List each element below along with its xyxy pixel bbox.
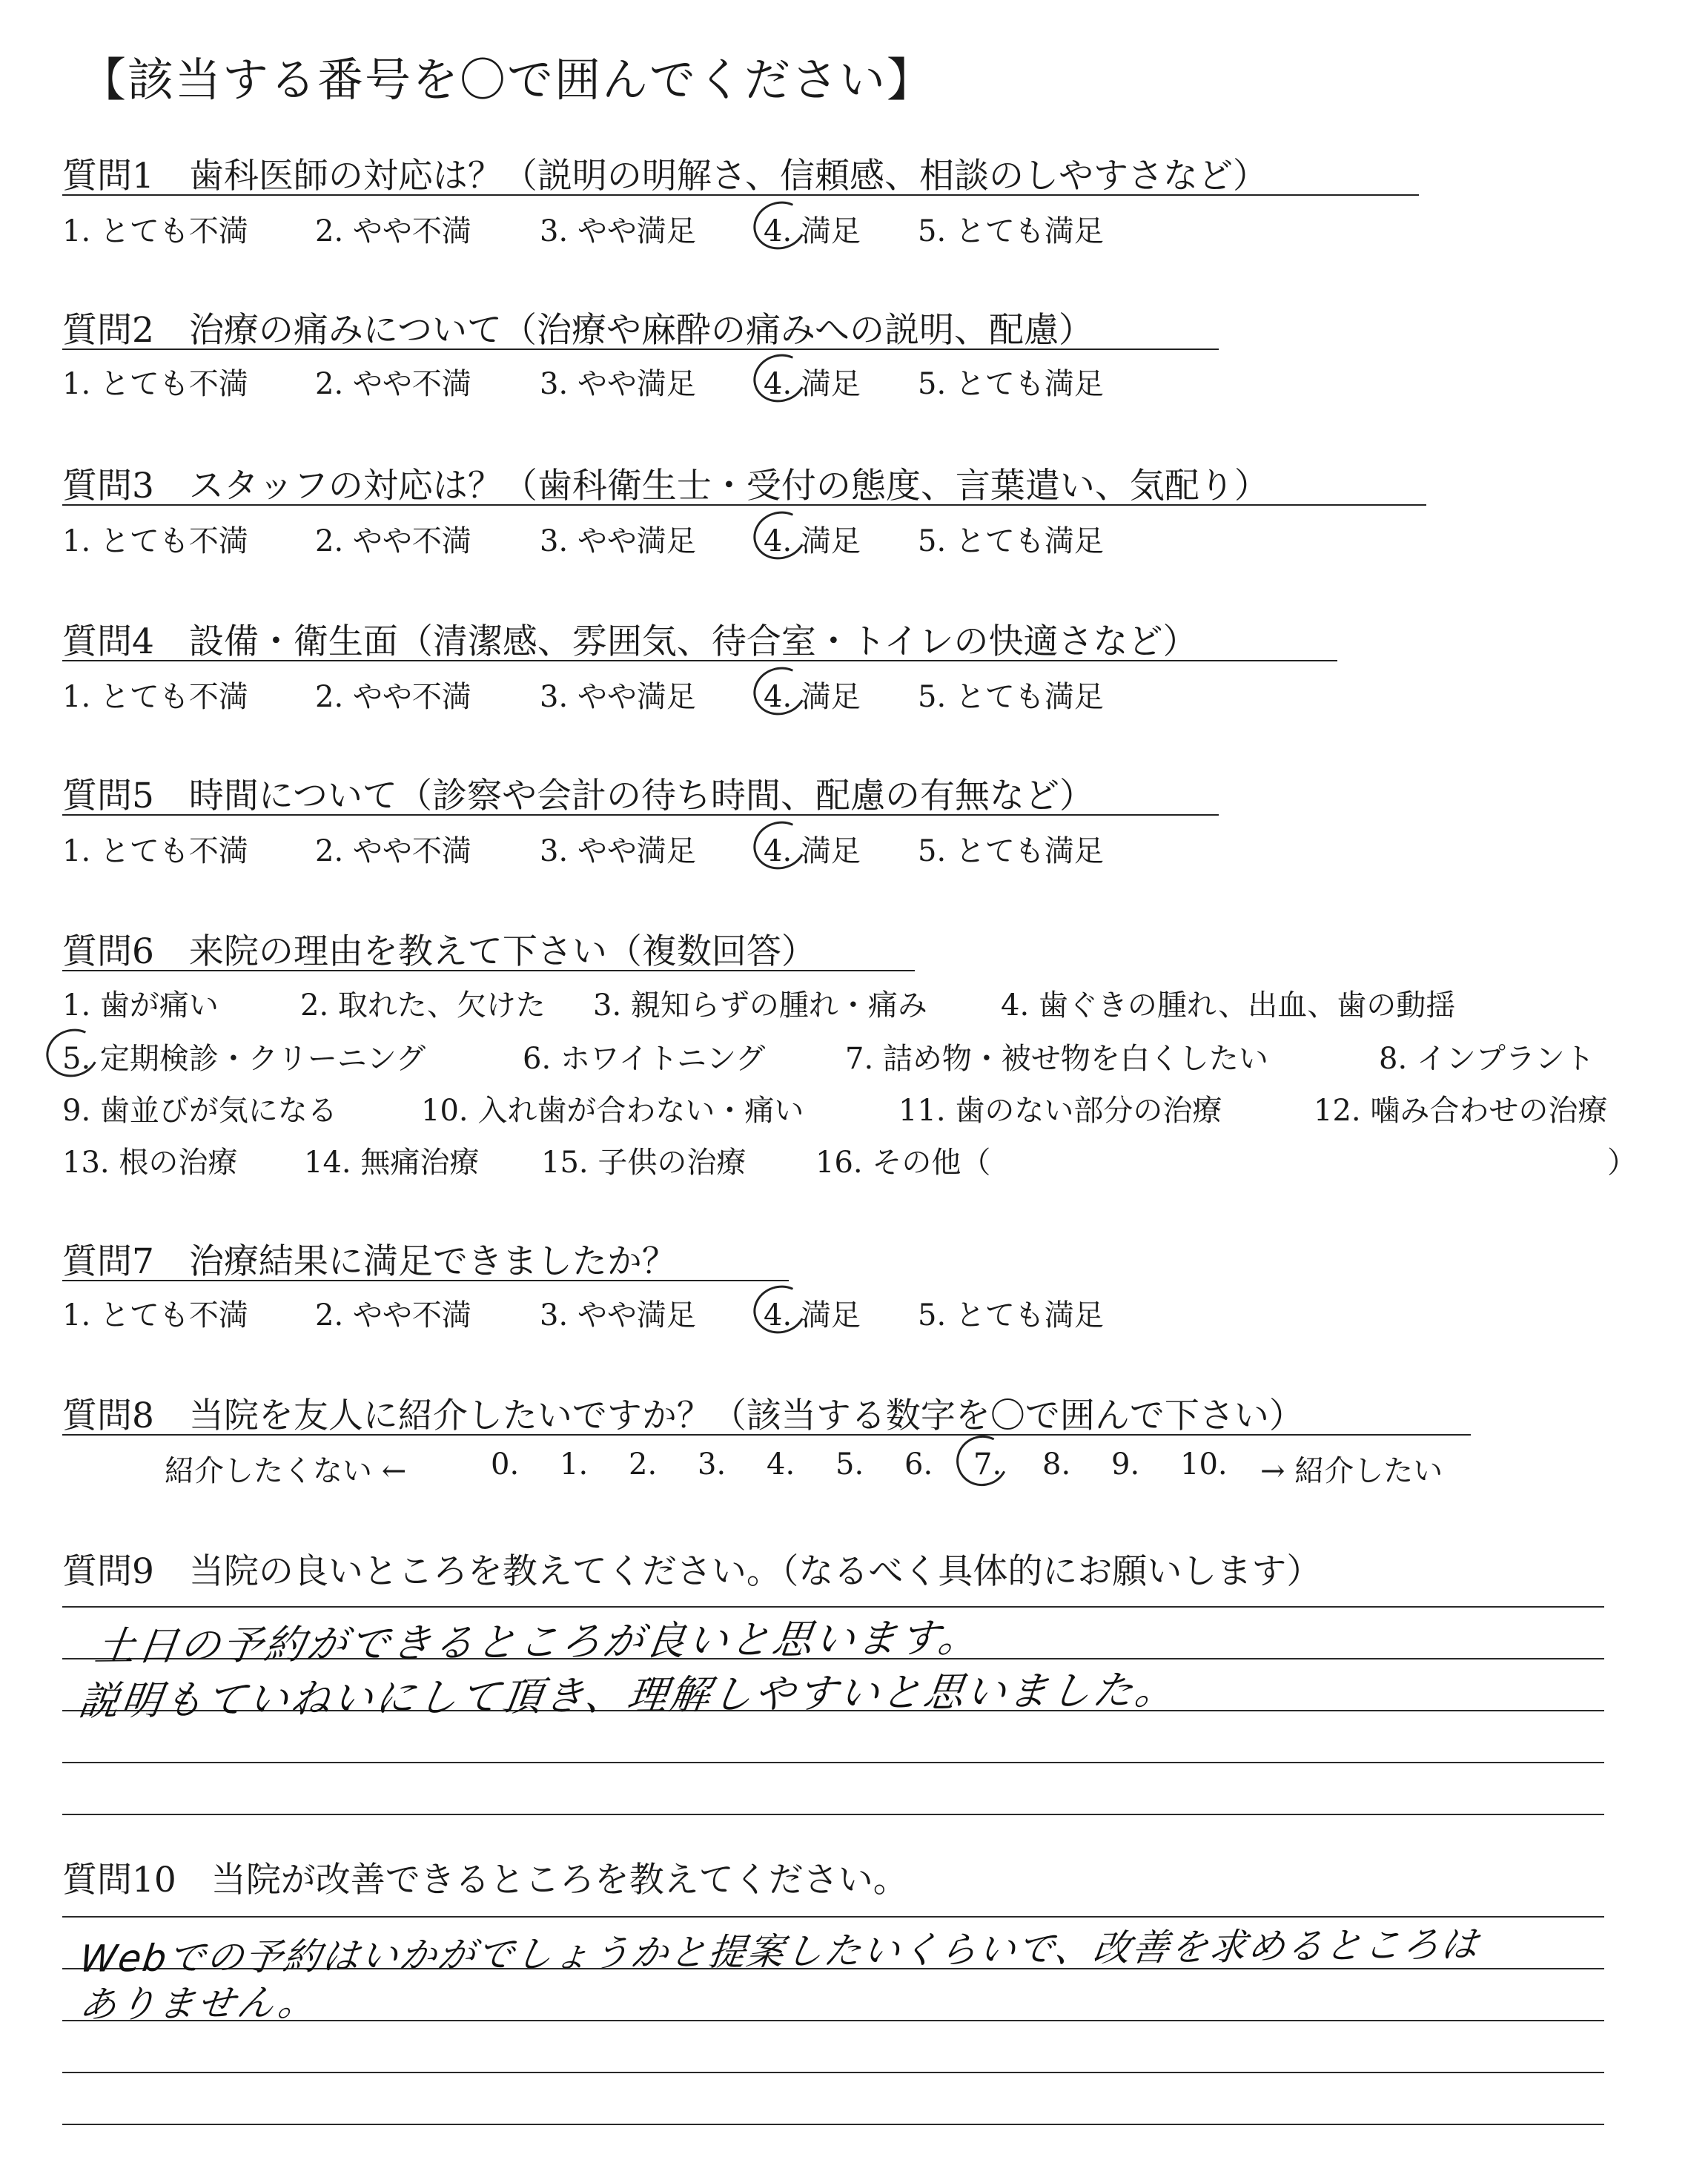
q5-option-1[interactable]: 1. とても不満 (62, 834, 248, 868)
q2-option-2[interactable]: 2. やや不満 (315, 367, 471, 401)
question-9-title: 質問9 当院の良いところを教えてください。（なるべく具体的にお願いします） (62, 1551, 1322, 1592)
q9-answer-line-5 (62, 1814, 1604, 1815)
q3-option-5[interactable]: 5. とても満足 (918, 524, 1104, 558)
q7-option-1[interactable]: 1. とても不満 (62, 1298, 248, 1332)
question-3-title: 質問3 スタッフの対応は？（歯科衛生士・受付の態度、言葉遣い、気配り） (62, 466, 1269, 506)
q1-option-1[interactable]: 1. とても不満 (62, 214, 248, 248)
question-4-title: 質問4 設備・衛生面（清潔感、雰囲気、待合室・トイレの快適さなど） (62, 621, 1198, 662)
q2-option-3[interactable]: 3. やや満足 (540, 367, 696, 401)
q10-answer-line-5 (62, 2124, 1604, 2125)
q9-handwritten-answer-1: 土日の予約ができるところが良いと思います。 (92, 1614, 984, 1671)
form-heading: 【該当する番号を〇で囲んでください】 (80, 53, 935, 107)
q6-option-10[interactable]: 10. 入れ歯が合わない・痛い (421, 1094, 804, 1128)
q2-option-4[interactable]: 4. 満足 (764, 367, 861, 401)
q8-left-label: 紹介したくない ← (165, 1454, 407, 1488)
q7-option-2[interactable]: 2. やや不満 (315, 1298, 471, 1332)
q6-option-3[interactable]: 3. 親知らずの腫れ・痛み (593, 988, 927, 1023)
q8-score-8[interactable]: 8. (1042, 1447, 1071, 1482)
q6-option-6[interactable]: 6. ホワイトニング (523, 1042, 766, 1076)
question-8-underline (62, 1434, 1471, 1436)
q5-option-4[interactable]: 4. 満足 (764, 834, 861, 868)
q8-score-3[interactable]: 3. (698, 1447, 726, 1482)
question-4-underline (62, 660, 1337, 661)
question-2-underline (62, 349, 1219, 350)
q8-selected-circle (950, 1429, 1015, 1493)
q1-option-3[interactable]: 3. やや満足 (540, 214, 696, 248)
q7-option-3[interactable]: 3. やや満足 (540, 1298, 696, 1332)
q6-option-1[interactable]: 1. 歯が痛い (62, 988, 219, 1023)
q2-option-1[interactable]: 1. とても不満 (62, 367, 248, 401)
q6-option-9[interactable]: 9. 歯並びが気になる (62, 1094, 337, 1128)
q5-option-5[interactable]: 5. とても満足 (918, 834, 1104, 868)
q10-handwritten-answer-1: Webでの予約はいかがでしょうかと提案したいくらいで、改善を求めるところは (77, 1923, 1483, 1981)
q8-score-5[interactable]: 5. (835, 1447, 864, 1482)
q8-score-10[interactable]: 10. (1180, 1447, 1228, 1482)
q6-option-8[interactable]: 8. インプラント (1379, 1042, 1595, 1076)
q3-option-3[interactable]: 3. やや満足 (540, 524, 696, 558)
question-5-underline (62, 814, 1219, 816)
q10-handwritten-answer-2: ありません。 (76, 1981, 321, 2027)
q6-option-2[interactable]: 2. 取れた、欠けた (300, 988, 546, 1023)
q6-option-4[interactable]: 4. 歯ぐきの腫れ、出血、歯の動揺 (1001, 988, 1456, 1023)
q8-score-9[interactable]: 9. (1111, 1447, 1140, 1482)
question-6-underline (62, 970, 915, 971)
q9-handwritten-answer-2: 説明もていねいにして頂き、理解しやすいと思いました。 (76, 1666, 1181, 1725)
q2-option-5[interactable]: 5. とても満足 (918, 367, 1104, 401)
q8-score-2[interactable]: 2. (629, 1447, 658, 1482)
q9-answer-line-4 (62, 1762, 1604, 1763)
q6-option-13[interactable]: 13. 根の治療 (62, 1146, 238, 1180)
q6-other-close-paren: ） (1607, 1146, 1637, 1180)
question-1-title: 質問1 歯科医師の対応は？（説明の明解さ、信頼感、相談のしやすさなど） (62, 156, 1268, 196)
q1-option-5[interactable]: 5. とても満足 (918, 214, 1104, 248)
q7-option-4[interactable]: 4. 満足 (764, 1298, 861, 1332)
q8-score-1[interactable]: 1. (560, 1447, 589, 1482)
q6-option-11[interactable]: 11. 歯のない部分の治療 (898, 1094, 1222, 1128)
q6-option-16[interactable]: 16. その他（ (815, 1146, 991, 1180)
q5-option-2[interactable]: 2. やや不満 (315, 834, 471, 868)
q10-answer-line-4 (62, 2072, 1604, 2073)
question-8-title: 質問8 当院を友人に紹介したいですか？（該当する数字を〇で囲んで下さい） (62, 1396, 1304, 1436)
q8-score-4[interactable]: 4. (767, 1447, 795, 1482)
q6-option-7[interactable]: 7. 詰め物・被せ物を白くしたい (845, 1042, 1268, 1076)
q4-option-4[interactable]: 4. 満足 (764, 680, 861, 714)
question-10-title: 質問10 当院が改善できるところを教えてください。 (62, 1860, 908, 1900)
q7-option-5[interactable]: 5. とても満足 (918, 1298, 1104, 1332)
q4-option-2[interactable]: 2. やや不満 (315, 680, 471, 714)
q1-option-4[interactable]: 4. 満足 (764, 214, 861, 248)
q4-option-3[interactable]: 3. やや満足 (540, 680, 696, 714)
question-7-title: 質問7 治療結果に満足できましたか？ (62, 1241, 677, 1282)
q8-score-0[interactable]: 0. (491, 1447, 520, 1482)
question-2-title: 質問2 治療の痛みについて（治療や麻酔の痛みへの説明、配慮） (62, 310, 1094, 351)
q3-option-1[interactable]: 1. とても不満 (62, 524, 248, 558)
question-3-underline (62, 504, 1426, 506)
q4-option-5[interactable]: 5. とても満足 (918, 680, 1104, 714)
q6-option-15[interactable]: 15. 子供の治療 (541, 1146, 747, 1180)
q6-option-5[interactable]: 5. 定期検診・クリーニング (62, 1042, 426, 1076)
q5-option-3[interactable]: 3. やや満足 (540, 834, 696, 868)
q3-option-2[interactable]: 2. やや不満 (315, 524, 471, 558)
q8-right-label: → 紹介したい (1260, 1454, 1443, 1488)
q3-option-4[interactable]: 4. 満足 (764, 524, 861, 558)
q4-option-1[interactable]: 1. とても不満 (62, 680, 248, 714)
question-5-title: 質問5 時間について（診察や会計の待ち時間、配慮の有無など） (62, 776, 1094, 816)
question-6-title: 質問6 来院の理由を教えて下さい（複数回答） (62, 931, 816, 972)
q6-option-14[interactable]: 14. 無痛治療 (304, 1146, 480, 1180)
question-1-underline (62, 194, 1419, 196)
q1-option-2[interactable]: 2. やや不満 (315, 214, 471, 248)
question-7-underline (62, 1280, 789, 1281)
q8-score-7[interactable]: 7. (973, 1447, 1002, 1482)
q6-option-12[interactable]: 12. 噛み合わせの治療 (1314, 1094, 1608, 1128)
q8-score-6[interactable]: 6. (904, 1447, 933, 1482)
